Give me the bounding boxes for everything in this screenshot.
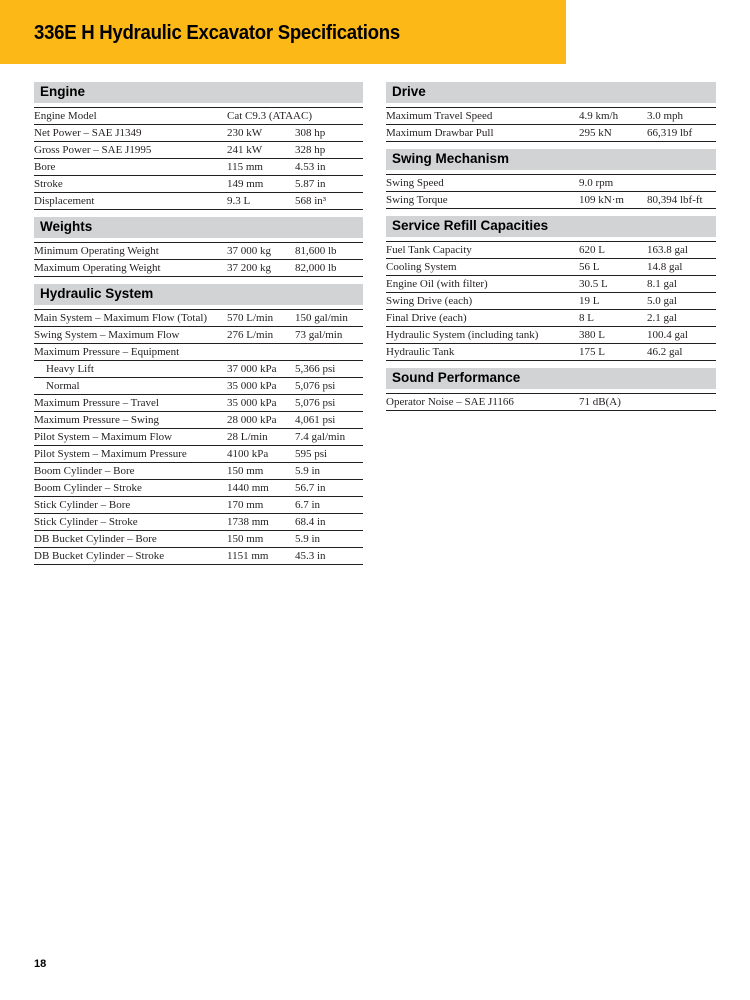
left-column xyxy=(34,82,363,572)
spec-row xyxy=(386,310,716,327)
imperial-value: 81,600 lb xyxy=(295,245,337,257)
spec-table xyxy=(34,107,363,210)
metric-value: 241 kW xyxy=(227,144,263,156)
spec-table xyxy=(386,393,716,411)
spec-row xyxy=(34,531,363,548)
metric-value: 30.5 L xyxy=(579,278,608,290)
right-column xyxy=(386,82,716,418)
metric-value: 150 mm xyxy=(227,533,264,545)
spec-label: Boom Cylinder – Bore xyxy=(34,465,135,477)
spec-row xyxy=(34,548,363,565)
spec-label: Swing Drive (each) xyxy=(386,295,473,307)
metric-value: 230 kW xyxy=(227,127,263,139)
imperial-value: 4,061 psi xyxy=(295,414,336,426)
metric-value: 28 000 kPa xyxy=(227,414,277,426)
section-header xyxy=(34,217,363,238)
imperial-value: 5,076 psi xyxy=(295,397,336,409)
imperial-value: 5.9 in xyxy=(295,533,321,545)
section-title: Weights xyxy=(40,219,93,234)
page-number: 18 xyxy=(34,958,47,970)
spec-row xyxy=(386,175,716,192)
spec-label: Engine Oil (with filter) xyxy=(386,278,488,290)
spec-row xyxy=(386,242,716,259)
spec-label: Bore xyxy=(34,161,56,173)
spec-row xyxy=(34,446,363,463)
section-header xyxy=(386,368,716,389)
spec-row xyxy=(34,344,363,361)
metric-value: 149 mm xyxy=(227,178,264,190)
spec-row xyxy=(386,125,716,142)
spec-label: Pilot System – Maximum Flow xyxy=(34,431,173,443)
spec-label: Normal xyxy=(46,380,80,392)
metric-value: 570 L/min xyxy=(227,312,274,324)
spec-label: Minimum Operating Weight xyxy=(34,245,159,257)
section-engine xyxy=(34,82,363,210)
imperial-value: 45.3 in xyxy=(295,550,326,562)
metric-value: 8 L xyxy=(579,312,594,324)
spec-label: Maximum Travel Speed xyxy=(386,110,493,122)
metric-value: 150 mm xyxy=(227,465,264,477)
imperial-value: 82,000 lb xyxy=(295,262,337,274)
imperial-value: 8.1 gal xyxy=(647,278,677,290)
spec-label: Gross Power – SAE J1995 xyxy=(34,144,152,156)
imperial-value: 7.4 gal/min xyxy=(295,431,346,443)
metric-value: 71 dB(A) xyxy=(579,396,621,408)
imperial-value: 14.8 gal xyxy=(647,261,683,273)
metric-value: 28 L/min xyxy=(227,431,268,443)
spec-row xyxy=(34,497,363,514)
spec-row xyxy=(386,293,716,310)
metric-value: 175 L xyxy=(579,346,605,358)
section-title: Swing Mechanism xyxy=(392,151,510,166)
spec-row xyxy=(34,361,363,378)
section-title: Engine xyxy=(40,84,86,99)
spec-row xyxy=(34,463,363,480)
section-title: Hydraulic System xyxy=(40,286,154,301)
metric-value: 380 L xyxy=(579,329,605,341)
metric-value: 56 L xyxy=(579,261,600,273)
spec-row xyxy=(34,514,363,531)
section-header xyxy=(34,82,363,103)
metric-value: Cat C9.3 (ATAAC) xyxy=(227,110,312,122)
section-weights xyxy=(34,217,363,277)
imperial-value: 163.8 gal xyxy=(647,244,688,256)
section-title: Service Refill Capacities xyxy=(392,218,549,233)
section-header xyxy=(34,284,363,305)
section-swing-mechanism xyxy=(386,149,716,209)
metric-value: 295 kN xyxy=(579,127,612,139)
spec-label: Displacement xyxy=(34,195,95,207)
imperial-value: 150 gal/min xyxy=(295,312,348,324)
spec-row xyxy=(34,412,363,429)
imperial-value: 100.4 gal xyxy=(647,329,688,341)
spec-label: Cooling System xyxy=(386,261,457,273)
metric-value: 37 200 kg xyxy=(227,262,271,274)
spec-label: Swing Torque xyxy=(386,194,448,206)
spec-label: Stroke xyxy=(34,178,63,190)
metric-value: 115 mm xyxy=(227,161,263,173)
spec-row xyxy=(386,344,716,361)
spec-label: Maximum Drawbar Pull xyxy=(386,127,494,139)
metric-value: 1738 mm xyxy=(227,516,269,528)
spec-row xyxy=(34,176,363,193)
spec-row xyxy=(34,159,363,176)
spec-row xyxy=(34,260,363,277)
imperial-value: 4.53 in xyxy=(295,161,326,173)
spec-row xyxy=(34,429,363,446)
spec-table xyxy=(386,107,716,142)
imperial-value: 5.87 in xyxy=(295,178,326,190)
spec-label: Engine Model xyxy=(34,110,97,122)
spec-label: Hydraulic Tank xyxy=(386,346,455,358)
spec-label: Maximum Pressure – Swing xyxy=(34,414,159,426)
spec-row xyxy=(386,259,716,276)
spec-table xyxy=(386,174,716,209)
imperial-value: 68.4 in xyxy=(295,516,326,528)
section-drive xyxy=(386,82,716,142)
imperial-value: 66,319 lbf xyxy=(647,127,693,139)
section-title: Sound Performance xyxy=(392,370,521,385)
spec-label: Swing Speed xyxy=(386,177,444,189)
section-sound-performance xyxy=(386,368,716,411)
spec-table xyxy=(34,242,363,277)
section-service-refill-capacities xyxy=(386,216,716,361)
spec-label: Stick Cylinder – Bore xyxy=(34,499,131,511)
spec-label: Maximum Pressure – Equipment xyxy=(34,346,180,358)
imperial-value: 5,076 psi xyxy=(295,380,336,392)
spec-label: Swing System – Maximum Flow xyxy=(34,329,180,341)
imperial-value: 568 in³ xyxy=(295,195,327,207)
section-header xyxy=(386,82,716,103)
spec-row xyxy=(34,395,363,412)
metric-value: 37 000 kg xyxy=(227,245,271,257)
imperial-value: 73 gal/min xyxy=(295,329,343,341)
imperial-value: 46.2 gal xyxy=(647,346,683,358)
imperial-value: 5,366 psi xyxy=(295,363,336,375)
spec-label: Maximum Operating Weight xyxy=(34,262,161,274)
imperial-value: 5.0 gal xyxy=(647,295,677,307)
metric-value: 620 L xyxy=(579,244,605,256)
metric-value: 1151 mm xyxy=(227,550,269,562)
section-header xyxy=(386,216,716,237)
spec-table xyxy=(386,241,716,361)
spec-row xyxy=(34,142,363,159)
metric-value: 9.0 rpm xyxy=(579,177,614,189)
imperial-value: 308 hp xyxy=(295,127,326,139)
metric-value: 1440 mm xyxy=(227,482,269,494)
imperial-value: 5.9 in xyxy=(295,465,321,477)
spec-label: Fuel Tank Capacity xyxy=(386,244,472,256)
metric-value: 4100 kPa xyxy=(227,448,269,460)
spec-row xyxy=(34,378,363,395)
spec-label: Operator Noise – SAE J1166 xyxy=(386,396,514,408)
metric-value: 35 000 kPa xyxy=(227,397,277,409)
spec-label: Hydraulic System (including tank) xyxy=(386,329,539,341)
page-title: 336E H Hydraulic Excavator Specifications xyxy=(34,22,400,44)
imperial-value: 3.0 mph xyxy=(647,110,684,122)
imperial-value: 6.7 in xyxy=(295,499,321,511)
imperial-value: 595 psi xyxy=(295,448,328,460)
spec-row xyxy=(34,193,363,210)
spec-row xyxy=(386,394,716,411)
spec-label: Boom Cylinder – Stroke xyxy=(34,482,142,494)
spec-row xyxy=(34,327,363,344)
spec-table xyxy=(34,309,363,565)
spec-row xyxy=(386,276,716,293)
spec-row xyxy=(34,243,363,260)
imperial-value: 56.7 in xyxy=(295,482,326,494)
spec-label: Main System – Maximum Flow (Total) xyxy=(34,312,208,324)
spec-row xyxy=(34,125,363,142)
spec-label: DB Bucket Cylinder – Bore xyxy=(34,533,157,545)
metric-value: 170 mm xyxy=(227,499,264,511)
metric-value: 9.3 L xyxy=(227,195,251,207)
spec-row xyxy=(386,192,716,209)
title-band xyxy=(0,0,566,64)
spec-row xyxy=(34,108,363,125)
metric-value: 4.9 km/h xyxy=(579,110,619,122)
spec-label: Pilot System – Maximum Pressure xyxy=(34,448,187,460)
imperial-value: 2.1 gal xyxy=(647,312,677,324)
metric-value: 109 kN·m xyxy=(579,194,624,206)
spec-label: Heavy Lift xyxy=(46,363,94,375)
section-header xyxy=(386,149,716,170)
section-hydraulic-system xyxy=(34,284,363,565)
spec-label: Net Power – SAE J1349 xyxy=(34,127,142,139)
section-title: Drive xyxy=(392,84,426,99)
spec-row xyxy=(34,480,363,497)
spec-label: Maximum Pressure – Travel xyxy=(34,397,159,409)
spec-row xyxy=(34,310,363,327)
metric-value: 35 000 kPa xyxy=(227,380,277,392)
spec-label: Final Drive (each) xyxy=(386,312,467,324)
spec-label: Stick Cylinder – Stroke xyxy=(34,516,138,528)
imperial-value: 80,394 lbf-ft xyxy=(647,194,703,206)
imperial-value: 328 hp xyxy=(295,144,326,156)
metric-value: 276 L/min xyxy=(227,329,274,341)
metric-value: 19 L xyxy=(579,295,600,307)
spec-label: DB Bucket Cylinder – Stroke xyxy=(34,550,165,562)
spec-row xyxy=(386,108,716,125)
metric-value: 37 000 kPa xyxy=(227,363,277,375)
spec-row xyxy=(386,327,716,344)
